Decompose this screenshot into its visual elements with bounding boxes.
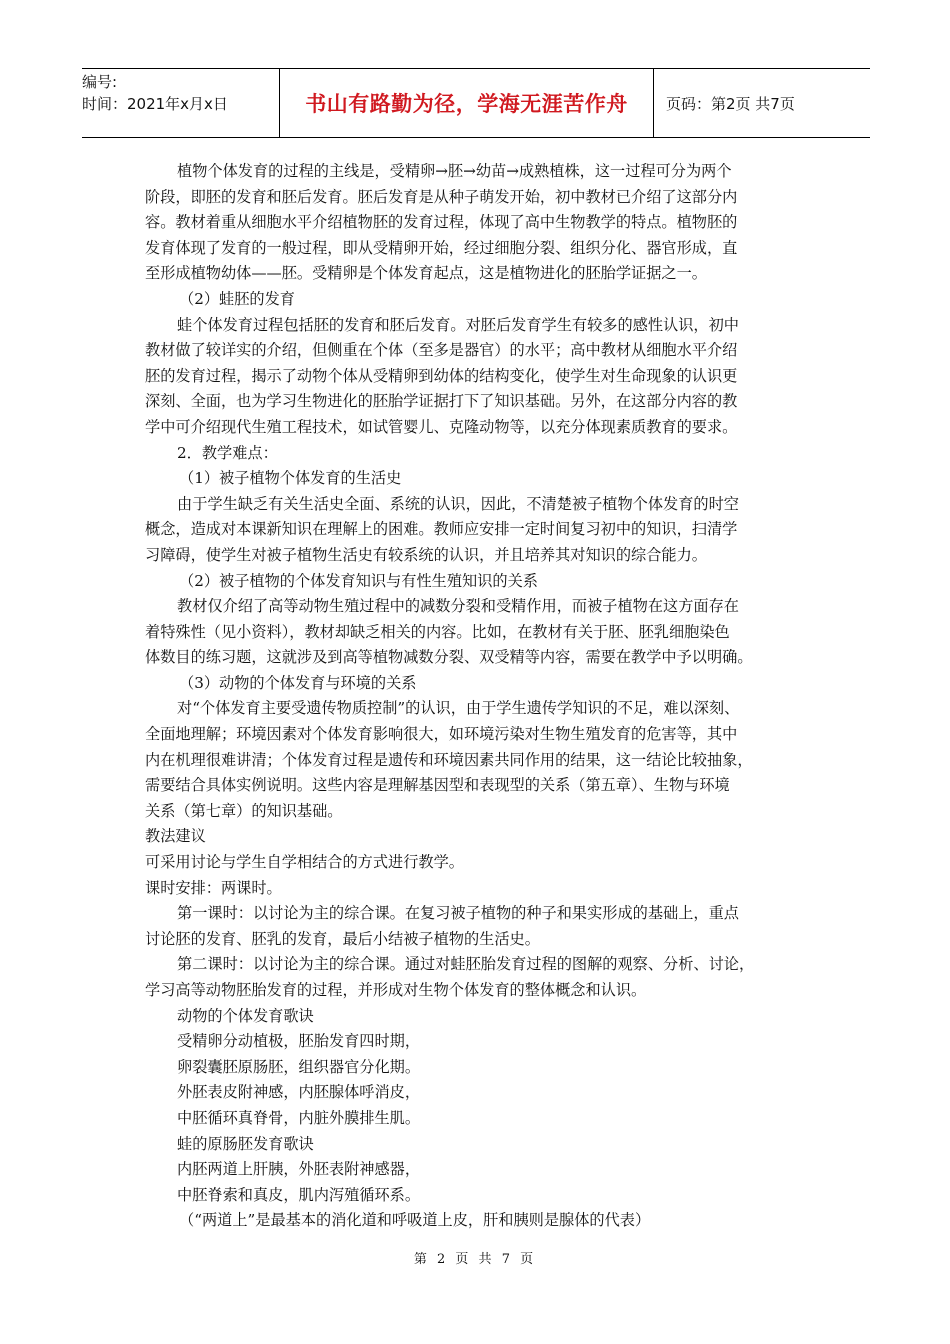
text-line: 由于学生缺乏有关生活史全面、系统的认识，因此，不清楚被子植物个体发育的时空 xyxy=(177,494,739,513)
text-line: 阶段，即胚的发育和胚后发育。胚后发育是从种子萌发开始，初中教材已介绍了这部分内 xyxy=(145,187,738,206)
text-line: 容。教材着重从细胞水平介绍植物胚的发育过程，体现了高中生物教学的特点。植物胚的 xyxy=(145,213,738,232)
text-line: 至形成植物幼体——胚。受精卵是个体发育起点，这是植物进化的胚胎学证据之一。 xyxy=(145,264,707,283)
text-line: （1）被子植物个体发育的生活史 xyxy=(179,469,402,488)
text-line: （3）动物的个体发育与环境的关系 xyxy=(179,673,417,692)
text-line: （2）被子植物的个体发育知识与有性生殖知识的关系 xyxy=(179,571,538,590)
text-line: 内胚两道上肝胰，外胚表附神感器， xyxy=(177,1160,420,1179)
text-line: 发育体现了发育的一般过程，即从受精卵开始，经过细胞分裂、组织分化、器官形成，直 xyxy=(145,238,738,257)
text-line: 概念，造成对本课新知识在理解上的困难。教师应安排一定时间复习初中的知识，扫清学 xyxy=(145,520,738,539)
text-line: 蛙的原肠胚发育歌诀 xyxy=(177,1134,314,1153)
page-footer: 第 2 页 共 7 页 xyxy=(413,1252,537,1267)
document-body xyxy=(145,159,815,1234)
text-line: 卵裂囊胚原肠胚，组织器官分化期。 xyxy=(177,1057,420,1076)
header-motto: 书山有路勤为径，学海无涯苦作舟 xyxy=(280,69,654,137)
text-line: （2）蛙胚的发育 xyxy=(179,289,295,308)
text-line: 外胚表皮附神感，内胚腺体呼消皮， xyxy=(177,1083,420,1102)
text-line: 蛙个体发育过程包括胚的发育和胚后发育。对胚后发育学生有较多的感性认识，初中 xyxy=(177,315,739,334)
text-line: 胚的发育过程，揭示了动物个体从受精卵到幼体的结构变化，使学生对生命现象的认识更 xyxy=(145,366,738,385)
text-line: （“两道上”是最基本的消化道和呼吸道上皮，肝和胰则是腺体的代表） xyxy=(179,1211,651,1230)
text-line: 教法建议 xyxy=(145,827,206,846)
text-line: 关系（第七章）的知识基础。 xyxy=(145,801,343,820)
serial-number-label: 编号: xyxy=(82,73,118,91)
text-line: 着特殊性（见小资料），教材却缺乏相关的内容。比如，在教材有关于胚、胚乳细胞染色 xyxy=(145,622,730,641)
text-line: 教材做了较详实的介绍，但侧重在个体（至多是器官）的水平；高中教材从细胞水平介绍 xyxy=(145,341,738,360)
text-line: 中胚循环真脊骨，内脏外膜排生肌。 xyxy=(177,1108,420,1127)
text-line: 可采用讨论与学生自学相结合的方式进行教学。 xyxy=(145,853,464,872)
text-line: 教材仅介绍了高等动物生殖过程中的减数分裂和受精作用，而被子植物在这方面存在 xyxy=(177,597,739,616)
text-line: 课时安排：两课时。 xyxy=(145,878,282,897)
text-line: 讨论胚的发育、胚乳的发育，最后小结被子植物的生活史。 xyxy=(145,929,540,948)
date-label: 时间：2021年x月x日 xyxy=(82,95,228,113)
text-line: 动物的个体发育歌诀 xyxy=(177,1006,314,1025)
header-page-info: 页码：第2页 共7页 xyxy=(666,94,795,113)
header-meta xyxy=(82,69,280,137)
text-line: 第二课时：以讨论为主的综合课。通过对蛙胚胎发育过程的图解的观察、分析、讨论， xyxy=(177,955,755,974)
text-line: 内在机理很难讲清；个体发育过程是遗传和环境因素共同作用的结果，这一结论比较抽象， xyxy=(145,750,753,769)
text-line: 中胚脊索和真皮，肌内泻殖循环系。 xyxy=(177,1185,420,1204)
text-line: 受精卵分动植极，胚胎发育四时期， xyxy=(177,1032,420,1051)
page-header xyxy=(82,68,870,138)
text-line: 2．教学难点： xyxy=(177,443,278,462)
text-line: 习障碍，使学生对被子植物生活史有较系统的认识，并且培养其对知识的综合能力。 xyxy=(145,545,707,564)
text-line: 深刻、全面，也为学习生物进化的胚胎学证据打下了知识基础。另外，在这部分内容的教 xyxy=(145,392,738,411)
text-line: 学中可介绍现代生殖工程技术，如试管婴儿、克隆动物等，以充分体现素质教育的要求。 xyxy=(145,417,738,436)
text-line: 体数目的练习题，这就涉及到高等植物减数分裂、双受精等内容，需要在教学中予以明确。 xyxy=(145,648,753,667)
text-line: 第一课时：以讨论为主的综合课。在复习被子植物的种子和果实形成的基础上，重点 xyxy=(177,904,739,923)
text-line: 全面地理解；环境因素对个体发育影响很大，如环境污染对生物生殖发育的危害等，其中 xyxy=(145,725,738,744)
text-line: 学习高等动物胚胎发育的过程，并形成对生物个体发育的整体概念和认识。 xyxy=(145,981,647,999)
text-line: 对“个体发育主要受遗传物质控制”的认识，由于学生遗传学知识的不足，难以深刻、 xyxy=(177,699,740,718)
text-line: 植物个体发育的过程的主线是，受精卵→胚→幼苗→成熟植株，这一过程可分为两个 xyxy=(177,162,732,180)
text-line: 需要结合具体实例说明。这些内容是理解基因型和表现型的关系（第五章）、生物与环境 xyxy=(145,776,730,795)
